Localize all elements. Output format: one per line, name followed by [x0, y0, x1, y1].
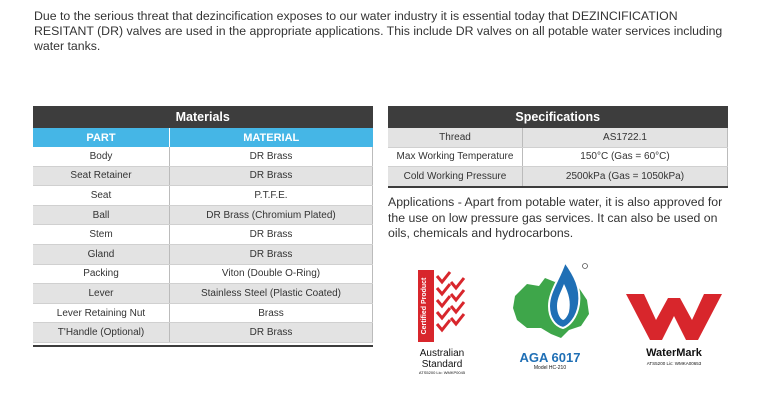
material-cell: Brass [170, 303, 373, 323]
specifications-title: Specifications [388, 106, 728, 128]
table-row [33, 264, 373, 284]
part-cell: Packing [33, 264, 170, 284]
part-cell: Seat Retainer [33, 166, 170, 186]
aga-number: 6017 [551, 350, 581, 365]
specifications-table [388, 106, 728, 187]
table-row [388, 147, 728, 167]
watermark-w-icon [624, 290, 724, 342]
aus-licence-text: ATS5200 Lic: WMKP0045 [418, 370, 466, 375]
aga-model-text: Model HC-210 [533, 365, 567, 371]
spec-label-cell: Thread [388, 128, 523, 147]
material-cell: Viton (Double O-Ring) [170, 264, 373, 284]
certified-product-text: Certified Product [421, 277, 428, 335]
materials-header-material: MATERIAL [170, 128, 373, 147]
table-row [33, 225, 373, 245]
material-cell: P.T.F.E. [170, 186, 373, 206]
intro-paragraph: Due to the serious threat that dezincification exposes to our water industry it is essential today that DEZINCIFICATION RESITANT (DR) valves are used in the appropriate applications. This include DR valves on all potable water services including water tanks. [34, 9, 723, 53]
materials-header-part: PART [33, 128, 170, 147]
spec-label-cell: Max Working Temperature [388, 147, 523, 167]
material-cell: DR Brass [170, 166, 373, 186]
part-cell: Body [33, 147, 170, 166]
australian-standard-logo [412, 268, 472, 375]
material-cell: DR Brass [170, 323, 373, 343]
materials-title: Materials [33, 106, 373, 128]
table-row [388, 167, 728, 187]
tick-mark-icon [412, 268, 472, 344]
aga-name-label [505, 351, 595, 364]
part-cell: Lever Retaining Nut [33, 303, 170, 323]
material-cell: DR Brass [170, 147, 373, 166]
standard-label: Standard [421, 359, 463, 370]
aga-name: AGA [519, 350, 548, 365]
material-cell: Stainless Steel (Plastic Coated) [170, 284, 373, 304]
part-cell: Seat [33, 186, 170, 206]
part-cell: Gland [33, 244, 170, 264]
table-row [33, 166, 373, 186]
aga-flame-map-icon [505, 258, 595, 346]
table-row [33, 244, 373, 264]
spec-value-cell: 150°C (Gas = 60°C) [523, 147, 728, 167]
table-row [33, 147, 373, 166]
australian-label: Australian [419, 348, 465, 359]
watermark-logo [624, 290, 724, 370]
table-row [33, 303, 373, 323]
watermark-name: WaterMark [646, 347, 702, 359]
table-row [33, 205, 373, 225]
part-cell: Ball [33, 205, 170, 225]
spec-value-cell: AS1722.1 [523, 128, 728, 147]
part-cell: Lever [33, 284, 170, 304]
watermark-licence-text: ATS5200 Lic: WMKA00653 [646, 361, 702, 366]
material-cell: DR Brass [170, 225, 373, 245]
materials-bottom-rule [33, 345, 373, 347]
specifications-bottom-rule [388, 186, 728, 188]
material-cell: DR Brass [170, 244, 373, 264]
material-cell: DR Brass (Chromium Plated) [170, 205, 373, 225]
applications-paragraph: Applications - Apart from potable water, it is also approved for the use on low pressure gas services. It can also be used on oils, chemicals and hydrocarbons. [388, 195, 723, 240]
aga-logo [505, 258, 595, 370]
table-row [33, 284, 373, 304]
materials-table [33, 106, 373, 343]
part-cell: Stem [33, 225, 170, 245]
table-row [33, 323, 373, 343]
spec-value-cell: 2500kPa (Gas = 1050kPa) [523, 167, 728, 187]
table-row [33, 186, 373, 206]
table-row [388, 128, 728, 147]
spec-label-cell: Cold Working Pressure [388, 167, 523, 187]
part-cell: T'Handle (Optional) [33, 323, 170, 343]
